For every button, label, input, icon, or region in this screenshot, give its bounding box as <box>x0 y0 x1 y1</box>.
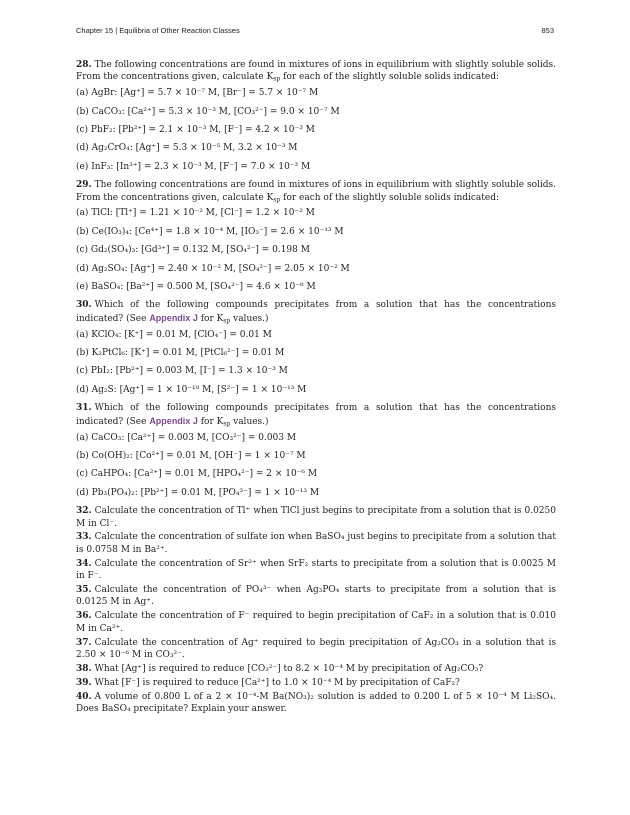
question-text: The following concentrations are found in mixtures of ions in equilibrium with slightly soluble solids. From the concentrations given, calculate K <box>76 60 557 83</box>
question-40 <box>76 691 556 716</box>
q30-item-a: (a) KClO₄: [K⁺] = 0.01 M, [ClO₄⁻] = 0.01 M <box>76 329 272 340</box>
q31-item-c: (c) CaHPO₄: [Ca²⁺] = 0.01 M, [HPO₄²⁻] = 2 × 10⁻⁶ M <box>76 469 318 480</box>
q30-item-b: (b) K₂PtCl₆: [K⁺] = 0.01 M, [PtCl₆²⁻] = 0.01 M <box>76 348 285 359</box>
question-text-end: for each of the slightly soluble solids indicated: <box>280 192 500 203</box>
appendix-j-link[interactable]: Appendix J <box>149 312 198 323</box>
question-number: 31. <box>76 403 92 414</box>
q30-item-c: (c) PbI₂: [Pb²⁺] = 0.003 M, [I⁻] = 1.3 × 10⁻³ M <box>76 366 288 377</box>
q28-item-b: (b) CaCO₃: [Ca²⁺] = 5.3 × 10⁻³ M, [CO₃²⁻] = 9.0 × 10⁻⁷ M <box>76 106 340 117</box>
question-28 <box>76 59 556 84</box>
question-text: A volume of 0.800 L of a 2 × 10⁻⁴-M Ba(NO₃)₂ solution is added to 0.200 L of 5 × 10⁻⁴ M Li₂SO₄. Does BaSO₄ precipitate? Explain your answer. <box>76 691 556 715</box>
q29-item-d: (d) Ag₂SO₄: [Ag⁺] = 2.40 × 10⁻² M, [SO₄²⁻] = 2.05 × 10⁻² M <box>76 263 350 274</box>
question-33 <box>76 531 556 556</box>
question-text: Which of the following compounds precipitates from a solution that has the concentrations indicated? (See <box>76 403 556 427</box>
question-number: 35. <box>76 585 92 596</box>
question-number: 40. <box>76 691 92 702</box>
question-text-close: values.) <box>230 416 269 427</box>
question-34 <box>76 558 556 583</box>
question-text-close: values.) <box>230 313 269 324</box>
question-number: 30. <box>76 300 92 311</box>
question-text-subscript: sp <box>273 75 281 83</box>
question-29 <box>76 179 556 204</box>
question-35 <box>76 584 556 609</box>
q29-item-a: (a) TlCl: [Tl⁺] = 1.21 × 10⁻² M, [Cl⁻] = 1.2 × 10⁻² M <box>76 208 315 219</box>
question-number: 39. <box>76 677 92 688</box>
q30-item-d: (d) Ag₂S: [Ag⁺] = 1 × 10⁻¹⁰ M, [S²⁻] = 1 × 10⁻¹³ M <box>76 384 307 395</box>
question-36 <box>76 610 556 635</box>
q28-item-c: (c) PbF₂: [Pb²⁺] = 2.1 × 10⁻³ M, [F⁻] = 4.2 × 10⁻³ M <box>76 125 315 136</box>
question-text: Calculate the concentration of F⁻ required to begin precipitation of CaF₂ in a solution that is 0.010 M in Ca²⁺. <box>76 611 556 634</box>
question-text-end: for K <box>197 313 224 324</box>
question-text: Calculate the concentration of Tl⁺ when TlCl just begins to precipitate from a solution that is 0.0250 M in Cl⁻. <box>76 506 556 529</box>
question-text: Calculate the concentration of PO₄³⁻ when Ag₃PO₄ starts to precipitate from a solution that is 0.0125 M in Ag⁺. <box>76 585 556 608</box>
chapter-title: Chapter 15 | Equilibria of Other Reaction Classes <box>76 26 240 35</box>
question-text: What [F⁻] is required to reduce [Ca²⁺] to 1.0 × 10⁻⁴ M by precipitation of CaF₂? <box>94 677 460 688</box>
question-text: The following concentrations are found in mixtures of ions in equilibrium with slightly soluble solids. From the concentrations given, calculate K <box>76 180 557 203</box>
q31-item-b: (b) Co(OH)₂: [Co²⁺] = 0.01 M, [OH⁻] = 1 × 10⁻⁷ M <box>76 450 306 461</box>
question-text-end: for K <box>197 416 224 427</box>
question-text-subscript: sp <box>223 420 231 428</box>
question-31 <box>76 402 556 428</box>
q31-item-d: (d) Pb₃(PO₄)₂: [Pb²⁺] = 0.01 M, [PO₄³⁻] = 1 × 10⁻¹³ M <box>76 487 320 498</box>
q28-item-a: (a) AgBr: [Ag⁺] = 5.7 × 10⁻⁷ M, [Br⁻] = 5.7 × 10⁻⁷ M <box>76 88 319 99</box>
question-number: 28. <box>76 60 92 70</box>
question-text: Calculate the concentration of sulfate ion when BaSO₄ just begins to precipitate from a solution that is 0.0758 M in Ba²⁺. <box>76 532 556 555</box>
page-header <box>76 26 554 40</box>
q29-item-c: (c) Gd₂(SO₄)₃: [Gd³⁺] = 0.132 M, [SO₄²⁻] = 0.198 M <box>76 245 310 256</box>
page-number: 853 <box>541 26 554 35</box>
question-39 <box>76 677 556 689</box>
question-text: Which of the following compounds precipitates from a solution that has the concentrations indicated? (See <box>76 300 556 324</box>
q31-item-a: (a) CaCO₃: [Ca²⁺] = 0.003 M, [CO₃²⁻] = 0.003 M <box>76 432 297 443</box>
question-30 <box>76 299 556 325</box>
question-number: 29. <box>76 180 92 191</box>
q28-item-d: (d) Ag₂CrO₄: [Ag⁺] = 5.3 × 10⁻⁵ M, 3.2 × 10⁻³ M <box>76 143 298 154</box>
question-32 <box>76 505 556 530</box>
question-text-subscript: sp <box>223 317 231 325</box>
appendix-j-link[interactable]: Appendix J <box>149 415 198 426</box>
question-number: 37. <box>76 637 92 648</box>
question-number: 32. <box>76 506 92 517</box>
question-37 <box>76 637 556 662</box>
question-text: Calculate the concentration of Ag⁺ required to begin precipitation of Ag₂CO₃ in a solution that is 2.50 × 10⁻⁶ M in CO₃²⁻. <box>76 637 556 661</box>
question-number: 38. <box>76 664 92 674</box>
exercise-list <box>76 59 556 717</box>
question-text-subscript: sp <box>273 196 281 204</box>
question-text-end: for each of the slightly soluble solids indicated: <box>280 72 500 83</box>
question-text: What [Ag⁺] is required to reduce [CO₃²⁻] to 8.2 × 10⁻⁴ M by precipitation of Ag₂CO₃? <box>94 664 484 674</box>
question-number: 36. <box>76 611 92 622</box>
q28-item-e: (e) InF₃: [In³⁺] = 2.3 × 10⁻³ M, [F⁻] = 7.0 × 10⁻³ M <box>76 161 311 172</box>
q29-item-e: (e) BaSO₄: [Ba²⁺] = 0.500 M, [SO₄²⁻] = 4.6 × 10⁻⁸ M <box>76 282 316 293</box>
q29-item-b: (b) Ce(IO₃)₄: [Ce⁴⁺] = 1.8 × 10⁻⁴ M, [IO₃⁻] = 2.6 × 10⁻¹³ M <box>76 226 344 237</box>
question-38 <box>76 663 556 675</box>
question-number: 34. <box>76 558 92 569</box>
question-text: Calculate the concentration of Sr²⁺ when SrF₂ starts to precipitate from a solution that is 0.0025 M in F⁻. <box>76 558 556 582</box>
question-number: 33. <box>76 532 92 543</box>
